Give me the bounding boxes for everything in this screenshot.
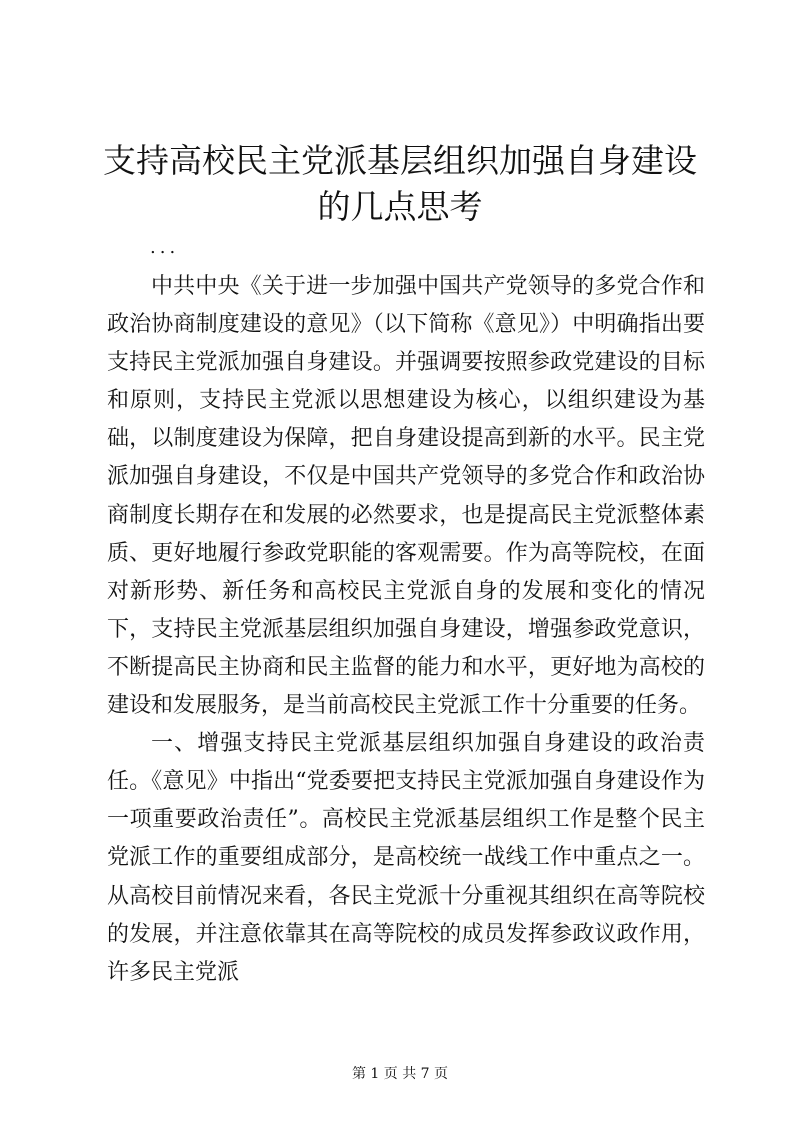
page-footer: 第 1 页 共 7 页	[351, 1066, 449, 1082]
document-body	[107, 268, 705, 992]
ellipsis-marker: ...	[150, 237, 180, 258]
paragraph-section-one: 一、增强支持民主党派基层组织加强自身建设的政治责任。《意见》中指出“党委要把支持民主党派加强自身建设作为一项重要政治责任”。高校民主党派基层组织工作是整个民主党派工作的重要组成部分，是高校统一战线工作中重点之一。从高校目前情况来看，各民主党派十分重视其组织在高等院校的发展，并注意依靠其在高等院校的成员发挥参政议政作用，许多民主党派	[107, 731, 705, 985]
paragraph-intro: 中共中央《关于进一步加强中国共产党领导的多党合作和政治协商制度建设的意见》（以下简称《意见》）中明确指出要支持民主党派加强自身建设。并强调要按照参政党建设的目标和原则，支持民主党派以思想建设为核心，以组织建设为基础，以制度建设为保障，把自身建设提高到新的水平。民主党派加强自身建设，不仅是中国共产党领导的多党合作和政治协商制度长期存在和发展的必然要求，也是提高民主党派整体素质、更好地履行参政党职能的客观需要。作为高等院校，在面对新形势、新任务和高校民主党派自身的发展和变化的情况下，支持民主党派基层组织加强自身建设，增强参政党意识，不断提高民主协商和民主监督的能力和水平，更好地为高校的建设和发展服务，是当前高校民主党派工作十分重要的任务。	[107, 274, 705, 719]
document-title: 支持高校民主党派基层组织加强自身建设的几点思考	[103, 141, 697, 226]
